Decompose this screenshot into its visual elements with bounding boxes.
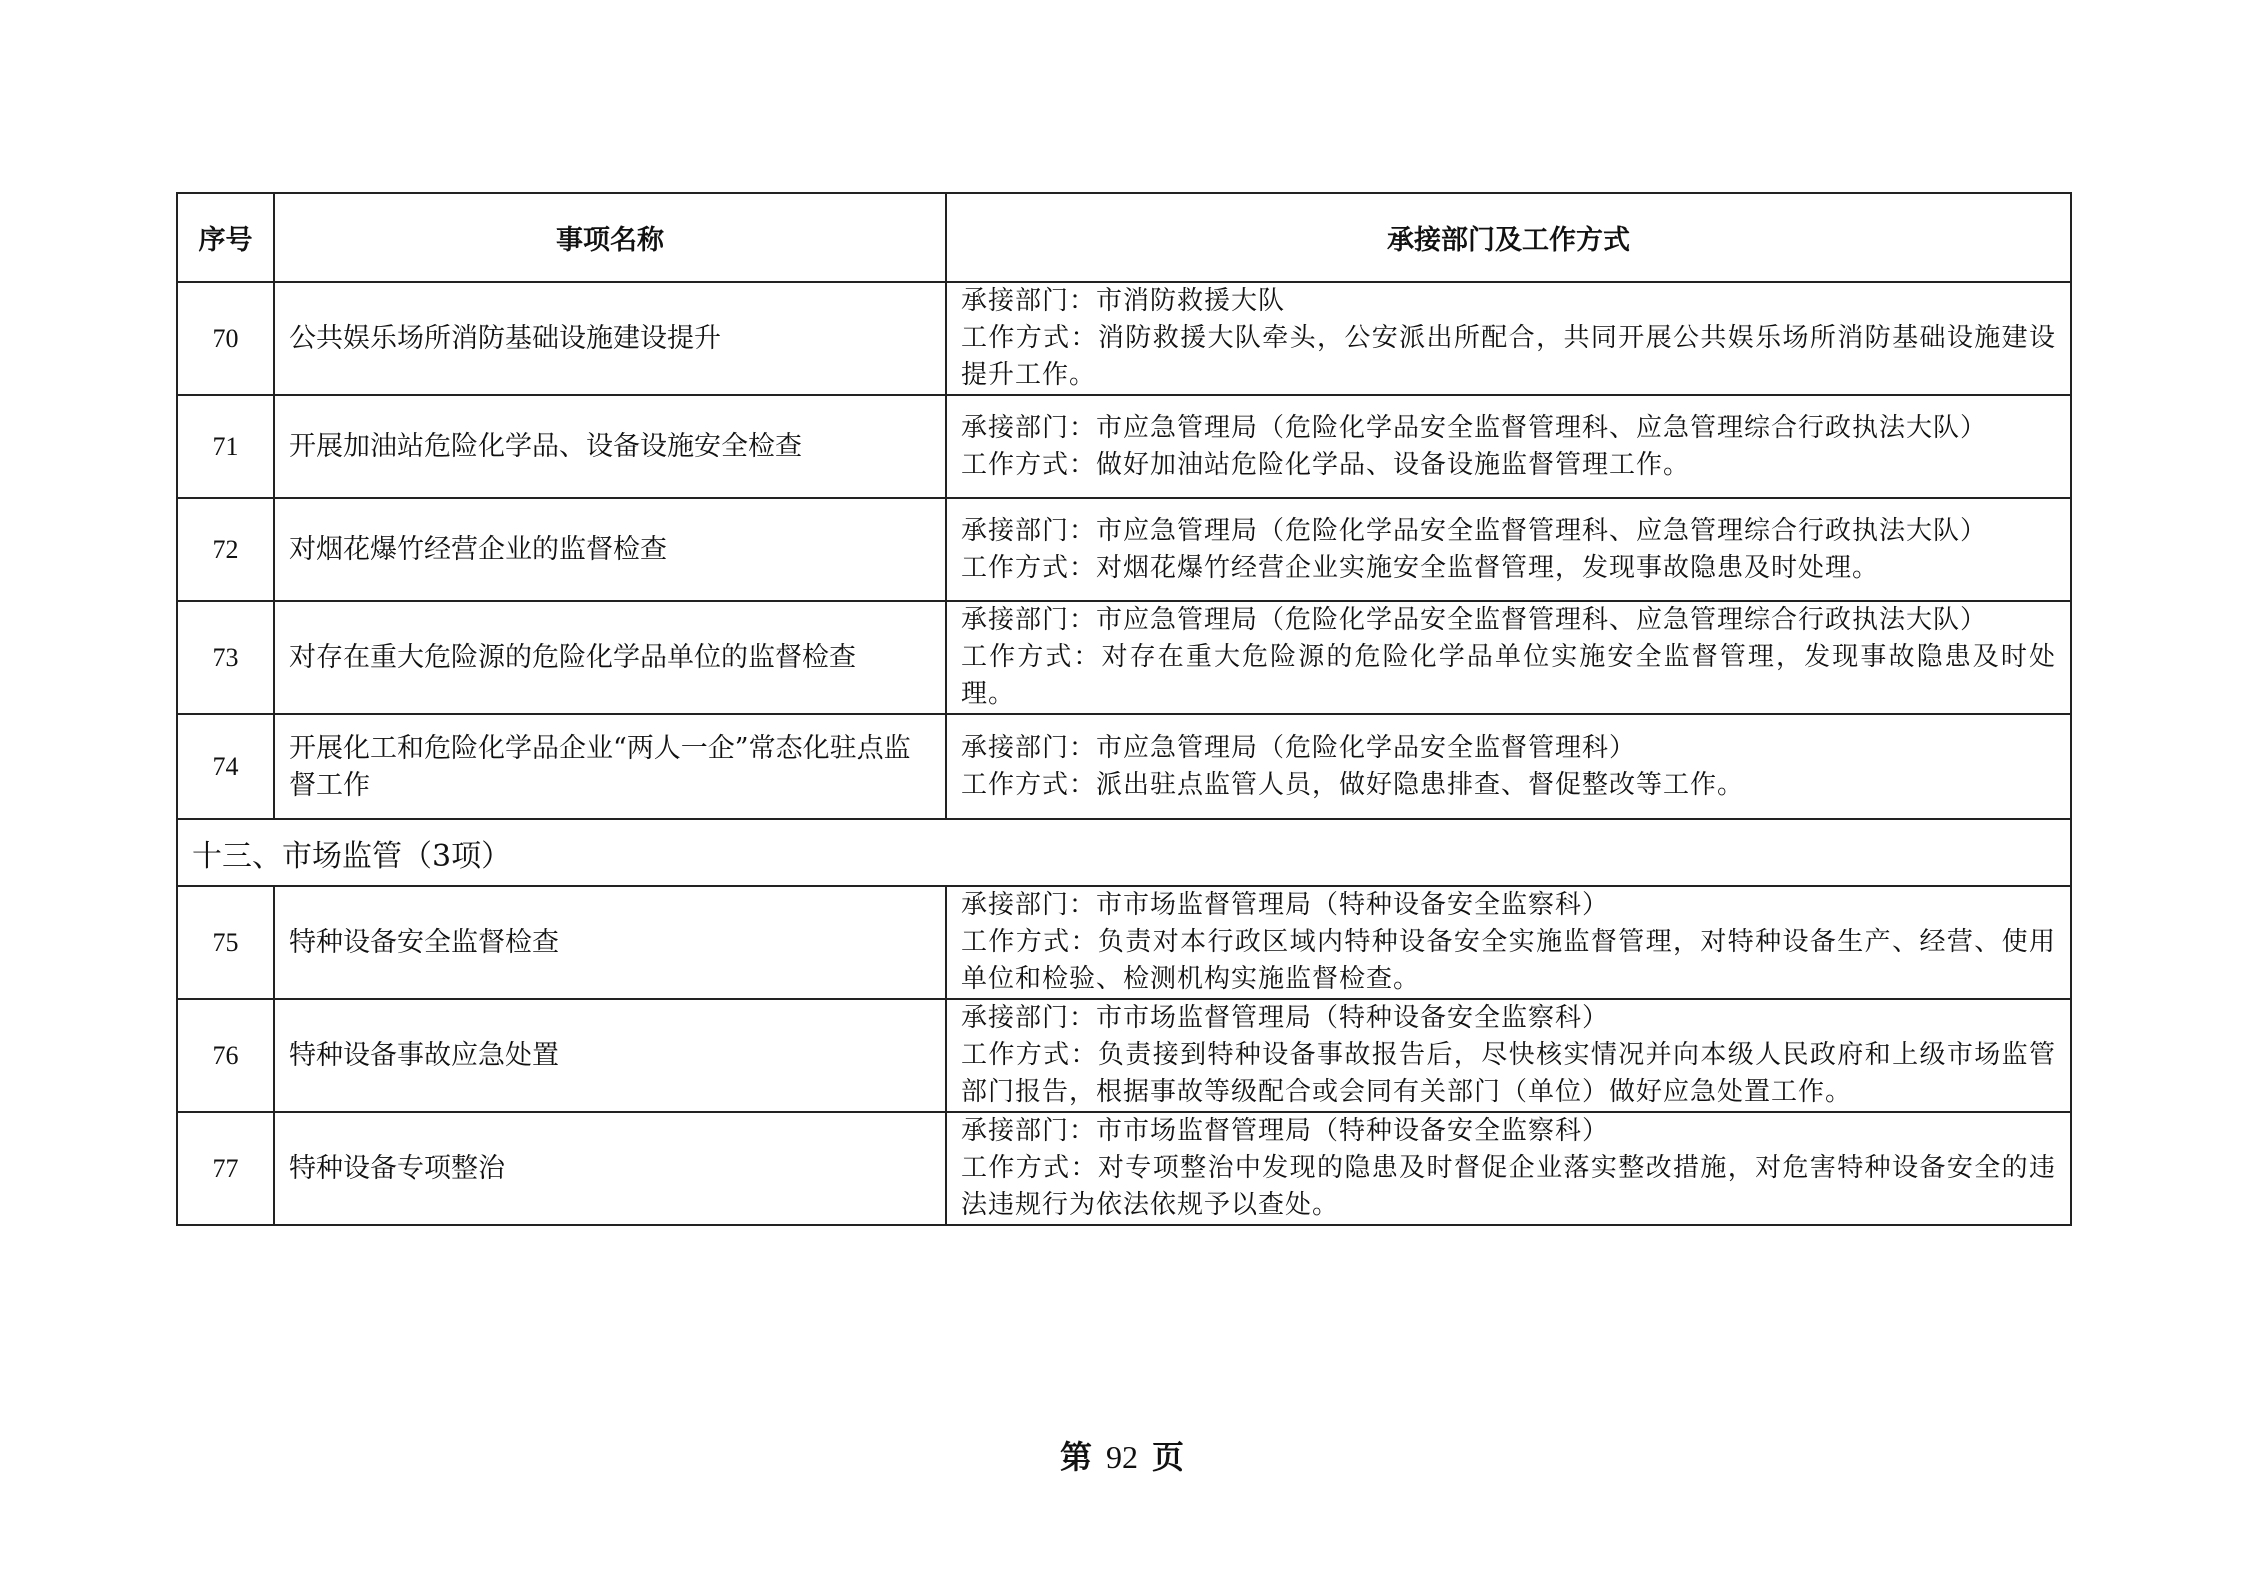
items-table — [176, 192, 2072, 1226]
item-name: 开展加油站危险化学品、设备设施安全检查 — [274, 395, 946, 498]
item-name: 公共娱乐场所消防基础设施建设提升 — [274, 282, 946, 395]
dept-method-cell — [946, 395, 2071, 498]
dept-text: 承接部门：市应急管理局（危险化学品安全监督管理科、应急管理综合行政执法大队） — [961, 515, 1988, 546]
row-number: 76 — [177, 999, 274, 1112]
table-row — [177, 601, 2071, 714]
table-row — [177, 1112, 2071, 1225]
dept-text: 承接部门：市应急管理局（危险化学品安全监督管理科） — [961, 732, 1637, 763]
item-name: 对烟花爆竹经营企业的监督检查 — [274, 498, 946, 601]
item-name: 特种设备专项整治 — [274, 1112, 946, 1225]
item-name: 特种设备安全监督检查 — [274, 886, 946, 999]
dept-method-cell — [946, 498, 2071, 601]
row-number: 72 — [177, 498, 274, 601]
table-row — [177, 498, 2071, 601]
item-name: 对存在重大危险源的危险化学品单位的监督检查 — [274, 601, 946, 714]
table-row — [177, 714, 2071, 819]
dept-method-cell — [946, 999, 2071, 1112]
method-text: 工作方式：做好加油站危险化学品、设备设施监督管理工作。 — [961, 449, 1691, 480]
row-number: 71 — [177, 395, 274, 498]
row-number: 74 — [177, 714, 274, 819]
dept-text: 承接部门：市应急管理局（危险化学品安全监督管理科、应急管理综合行政执法大队） — [961, 412, 1988, 443]
item-name: 开展化工和危险化学品企业“两人一企”常态化驻点监督工作 — [274, 714, 946, 819]
method-text: 工作方式：对存在重大危险源的危险化学品单位实施安全监督管理，发现事故隐患及时处理。 — [961, 642, 2056, 709]
row-number: 77 — [177, 1112, 274, 1225]
item-name: 特种设备事故应急处置 — [274, 999, 946, 1112]
table-row — [177, 395, 2071, 498]
table-row — [177, 886, 2071, 999]
dept-method-cell — [946, 282, 2071, 395]
dept-text: 承接部门：市消防救援大队 — [961, 286, 1286, 316]
footer-prefix: 第 — [1059, 1438, 1092, 1476]
row-number: 70 — [177, 282, 274, 395]
method-text: 工作方式：消防救援大队牵头，公安派出所配合，共同开展公共娱乐场所消防基础设施建设提升工作。 — [961, 323, 2056, 390]
dept-method-cell — [946, 886, 2071, 999]
header-dept-method: 承接部门及工作方式 — [946, 193, 2071, 282]
row-number: 73 — [177, 601, 274, 714]
table-header-row — [177, 193, 2071, 282]
row-number: 75 — [177, 886, 274, 999]
dept-method-cell — [946, 1112, 2071, 1225]
footer-suffix: 页 — [1152, 1438, 1185, 1476]
dept-text: 承接部门：市市场监督管理局（特种设备安全监察科） — [961, 1003, 1610, 1033]
page-number: 92 — [1106, 1439, 1138, 1475]
method-text: 工作方式：负责接到特种设备事故报告后，尽快核实情况并向本级人民政府和上级市场监管部门报告，根据事故等级配合或会同有关部门（单位）做好应急处置工作。 — [961, 1040, 2056, 1107]
dept-method-cell — [946, 714, 2071, 819]
method-text: 工作方式：负责对本行政区域内特种设备安全实施监督管理，对特种设备生产、经营、使用单位和检验、检测机构实施监督检查。 — [961, 927, 2056, 994]
dept-text: 承接部门：市市场监督管理局（特种设备安全监察科） — [961, 890, 1610, 920]
table-row — [177, 999, 2071, 1112]
method-text: 工作方式：对烟花爆竹经营企业实施安全监督管理，发现事故隐患及时处理。 — [961, 552, 1880, 583]
method-text: 工作方式：对专项整治中发现的隐患及时督促企业落实整改措施，对危害特种设备安全的违法违规行为依法依规予以查处。 — [961, 1153, 2056, 1220]
method-text: 工作方式：派出驻点监管人员，做好隐患排查、督促整改等工作。 — [961, 769, 1745, 800]
section-title: 十三、市场监管（3项） — [177, 819, 2071, 886]
section-heading-row — [177, 819, 2071, 886]
table-row — [177, 282, 2071, 395]
header-item-name: 事项名称 — [274, 193, 946, 282]
header-seq: 序号 — [177, 193, 274, 282]
dept-method-cell — [946, 601, 2071, 714]
page-footer — [0, 1432, 2244, 1478]
dept-text: 承接部门：市市场监督管理局（特种设备安全监察科） — [961, 1116, 1610, 1146]
dept-text: 承接部门：市应急管理局（危险化学品安全监督管理科、应急管理综合行政执法大队） — [961, 605, 1988, 635]
